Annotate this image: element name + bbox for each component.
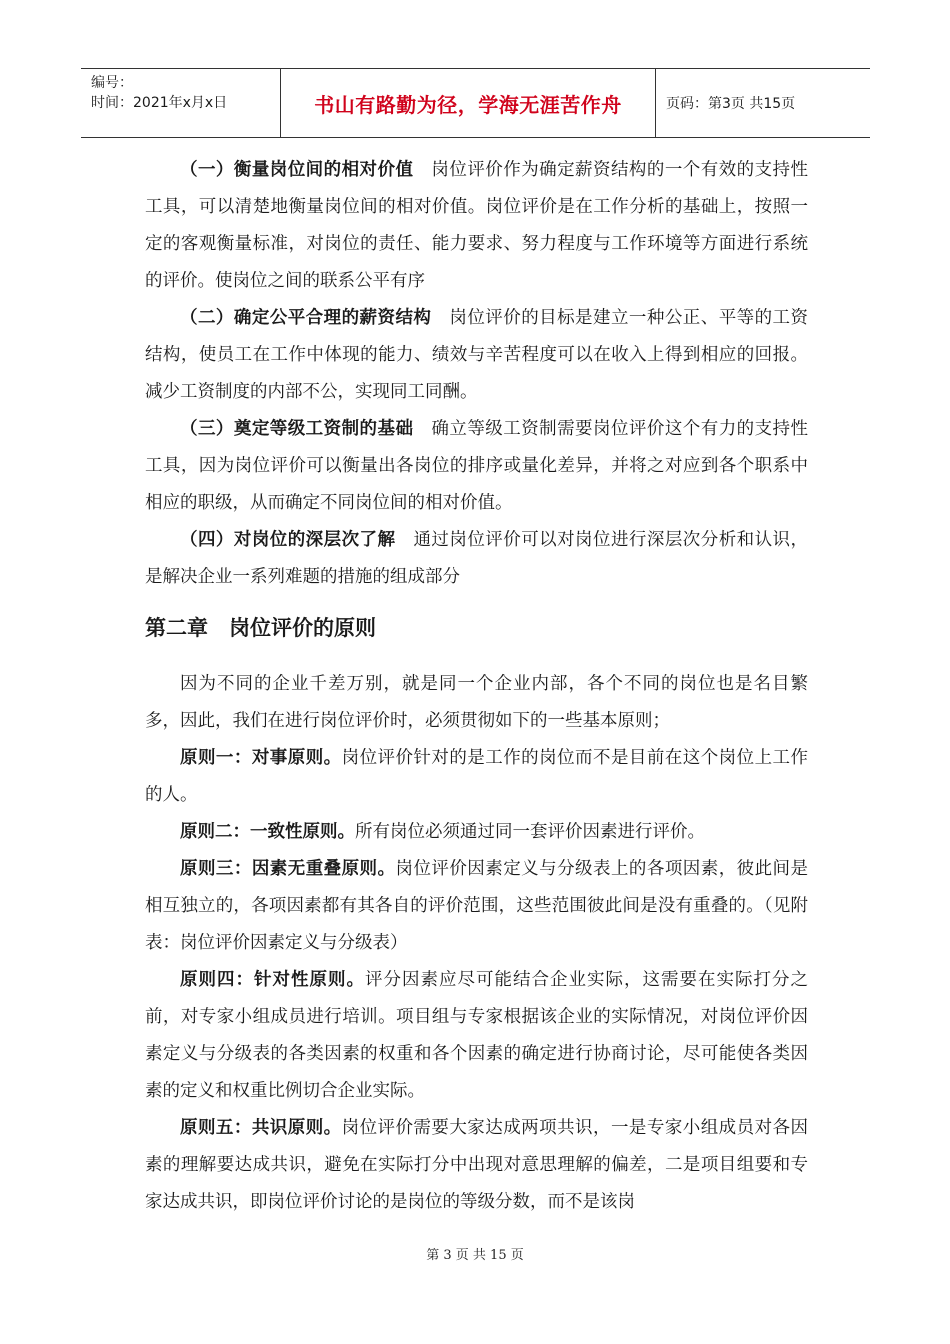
header-page-info [656,69,870,137]
section-paragraph [145,152,808,300]
doc-time: 时间：2021年x月x日 [91,95,228,111]
section-lead: （三）奠定等级工资制的基础 [180,419,414,439]
principle-text: 岗位评价针对的是工作的岗位而不是目前在这个岗位上工作的人。 [145,748,809,805]
page-header [81,68,870,138]
intro-paragraph: 因为不同的企业千差万别，就是同一个企业内部，各个不同的岗位也是名目繁多，因此，我们在进行岗位评价时，必须贯彻如下的一些基本原则； [145,674,808,731]
chapter-title: 第二章 岗位评价的原则 [145,616,376,640]
page-footer: 第 3 页 共 15 页 [426,1248,524,1263]
principle-paragraph [145,1110,808,1221]
section-lead: （四）对岗位的深层次了解 [180,530,396,550]
principle-paragraph [145,962,808,1110]
principle-text: 岗位评价需要大家达成两项共识，一是专家小组成员对各因素的理解要达成共识，避免在实际打分中出现对意思理解的偏差，二是项目组要和专家达成共识，即岗位评价讨论的是岗位的等级分数，而不是该岗 [145,1118,809,1212]
principle-paragraph [145,814,808,851]
document-body [145,152,808,1221]
principle-lead: 原则四：针对性原则。 [180,970,365,990]
principle-text: 所有岗位必须通过同一套评价因素进行评价。 [355,822,705,842]
section-text: 确立等级工资制需要岗位评价这个有力的支持性工具，因为岗位评价可以衡量出各岗位的排序或量化差异，并将之对应到各个职系中相应的职级，从而确定不同岗位间的相对价值。 [145,419,809,513]
section-text: 岗位评价作为确定薪资结构的一个有效的支持性工具，可以清楚地衡量岗位间的相对价值。岗位评价是在工作分析的基础上，按照一定的客观衡量标准，对岗位的责任、能力要求、努力程度与工作环境等方面进行系统的评价。使岗位之间的联系公平有序 [145,160,809,291]
motto-text: 书山有路勤为径，学海无涯苦作舟 [314,92,622,117]
principle-paragraph [145,851,808,962]
page-info-text: 页码：第3页 共15页 [666,96,796,112]
section-paragraph [145,300,808,411]
header-meta [81,69,281,137]
section-text: 通过岗位评价可以对岗位进行深层次分析和认识，是解决企业一系列难题的措施的组成部分 [145,530,809,587]
section-paragraph [145,522,808,596]
principle-lead: 原则五：共识原则。 [180,1118,342,1138]
section-text: 岗位评价的目标是建立一种公正、平等的工资结构，使员工在工作中体现的能力、绩效与辛苦程度可以在收入上得到相应的回报。减少工资制度的内部不公，实现同工同酬。 [145,308,809,402]
principle-text: 评分因素应尽可能结合企业实际，这需要在实际打分之前，对专家小组成员进行培训。项目组与专家根据该企业的实际情况，对岗位评价因素定义与分级表的各类因素的权重和各个因素的确定进行协商讨论，尽可能使各类因素的定义和权重比例切合企业实际。 [145,970,808,1101]
principle-paragraph [145,740,808,814]
principle-lead: 原则一：对事原则。 [180,748,342,768]
section-lead: （二）确定公平合理的薪资结构 [180,308,432,328]
header-motto [281,69,656,137]
doc-number: 编号： [91,75,133,91]
principle-lead: 原则三：因素无重叠原则。 [180,859,396,879]
section-lead: （一）衡量岗位间的相对价值 [180,160,414,180]
principle-text: 岗位评价因素定义与分级表上的各项因素，彼此间是相互独立的，各项因素都有其各自的评价范围，这些范围彼此间是没有重叠的。（见附表：岗位评价因素定义与分级表） [145,859,809,953]
principle-lead: 原则二：一致性原则。 [180,822,355,842]
section-paragraph [145,411,808,522]
